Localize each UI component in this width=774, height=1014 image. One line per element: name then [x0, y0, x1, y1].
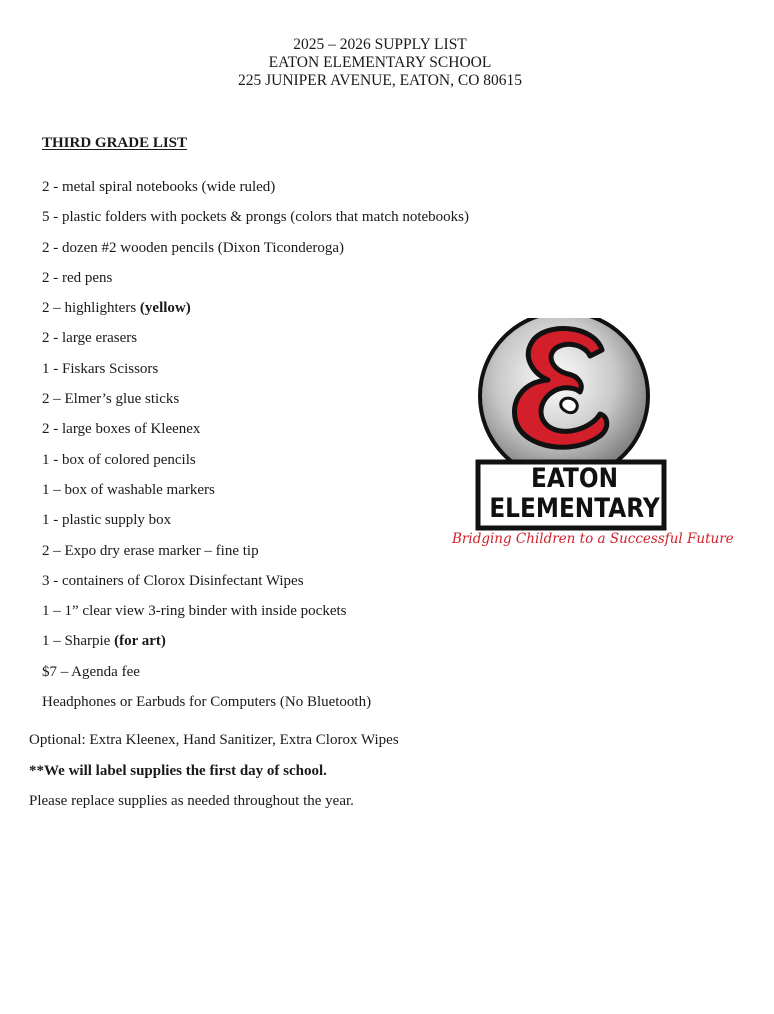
- list-item: [42, 479, 469, 509]
- item-text: 5 - plastic folders with pockets & prongs (colors that match notebooks): [42, 209, 469, 226]
- item-text: 1 – box of washable markers: [42, 481, 215, 498]
- item-emphasis: (yellow): [139, 300, 191, 317]
- list-item: [42, 691, 469, 721]
- list-item: [42, 388, 469, 418]
- list-item: [42, 176, 469, 206]
- list-item: [42, 630, 469, 660]
- replace-note: Please replace supplies as needed throughout the year.: [29, 793, 354, 809]
- item-text: 2 - large boxes of Kleenex: [42, 421, 201, 438]
- list-item: [42, 600, 469, 630]
- item-text: 2 - red pens: [42, 269, 113, 286]
- logo-graphic: [452, 318, 734, 563]
- item-text: 1 – 1” clear view 3-ring binder with inside pockets: [42, 603, 347, 620]
- item-text: 2 - large erasers: [42, 330, 138, 347]
- list-item: [42, 327, 469, 357]
- item-text: 1 - Fiskars Scissors: [42, 360, 159, 377]
- item-text: 3 - containers of Clorox Disinfectant Wipes: [42, 572, 304, 589]
- header-title: 2025 – 2026 SUPPLY LIST: [293, 36, 467, 53]
- footer-notes: [29, 729, 399, 821]
- logo-name-line2: ELEMENTARY: [489, 493, 660, 524]
- list-item: [42, 661, 469, 691]
- list-item: [42, 509, 469, 539]
- item-text: Headphones or Earbuds for Computers (No Bluetooth): [42, 694, 372, 711]
- supply-list: [42, 176, 469, 721]
- list-item: [42, 206, 469, 236]
- item-text: 1 - plastic supply box: [42, 512, 172, 529]
- item-text: 2 - dozen #2 wooden pencils (Dixon Ticonderoga): [42, 239, 345, 256]
- list-item: [42, 237, 469, 267]
- list-item: [42, 540, 469, 570]
- list-item: [42, 418, 469, 448]
- list-item: [42, 358, 469, 388]
- item-text: 2 – highlighters: [42, 300, 140, 317]
- item-text: $7 – Agenda fee: [42, 663, 140, 680]
- header-school-name: EATON ELEMENTARY SCHOOL: [268, 54, 492, 71]
- list-item: [42, 297, 469, 327]
- page-header: [0, 36, 760, 90]
- school-logo: [452, 318, 734, 563]
- list-item: [42, 267, 469, 297]
- optional-note: Optional: Extra Kleenex, Hand Sanitizer, Extra Clorox Wipes: [29, 732, 399, 748]
- label-note: **We will label supplies the first day of school.: [29, 762, 327, 779]
- list-item: [42, 570, 469, 600]
- item-text: 1 - box of colored pencils: [42, 451, 196, 468]
- item-text: 2 – Expo dry erase marker – fine tip: [42, 542, 259, 559]
- item-emphasis: (for art): [114, 633, 166, 650]
- item-text: 2 – Elmer’s glue sticks: [42, 391, 180, 408]
- item-text: 1 – Sharpie: [42, 633, 115, 650]
- logo-tagline: Bridging Children to a Successful Future: [452, 531, 734, 547]
- header-address: 225 JUNIPER AVENUE, EATON, CO 80615: [237, 72, 523, 89]
- logo-name-line1: EATON: [530, 463, 619, 494]
- item-text: 2 - metal spiral notebooks (wide ruled): [42, 179, 276, 195]
- list-item: [42, 449, 469, 479]
- section-title: THIRD GRADE LIST: [42, 135, 188, 151]
